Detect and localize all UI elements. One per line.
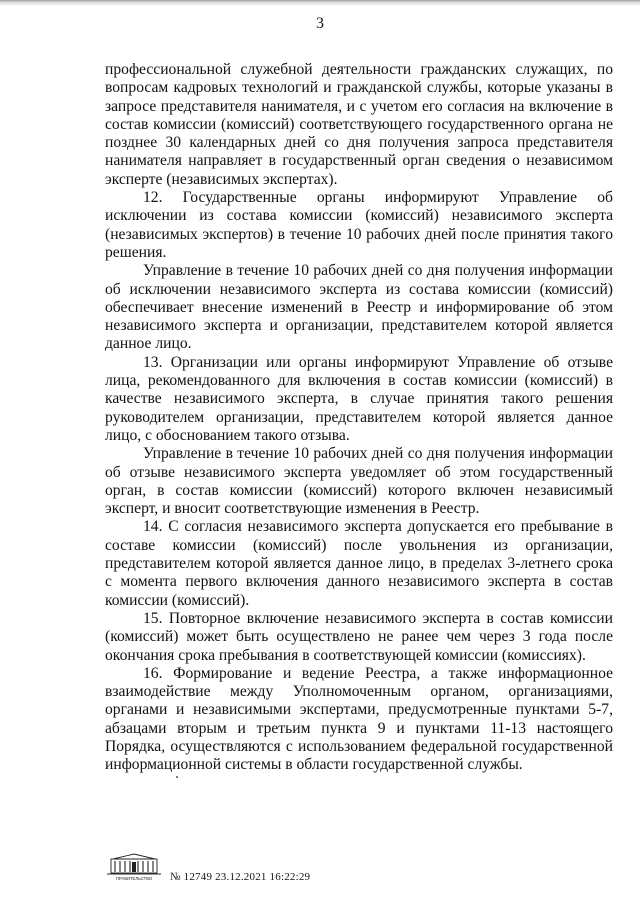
scan-edge xyxy=(0,0,640,6)
government-building-stamp-icon xyxy=(103,853,165,883)
stamp-caption: ПРАВИТЕЛЬСТВО xyxy=(115,876,153,881)
paragraph-item-14: 14. С согласия независимого эксперта допускается его пребывание в составе комиссии (комиссий) после увольнения из организации, представителем которой является данное лицо, в пределах 3-летнего срока с момента первого включения данного независимого эксперта в состав комиссии (комиссий). xyxy=(105,518,613,609)
paragraph-item-15: 15. Повторное включение независимого эксперта в состав комиссии (комиссий) может быть осуществлено не ранее чем через 3 года после окончания срока пребывания в соответствующей комиссии (комиссиях). xyxy=(105,609,613,664)
scan-speck xyxy=(176,776,178,778)
document-body xyxy=(105,61,613,775)
paragraph-item-13: 13. Организации или органы информируют Управление об отзыве лица, рекомендованного для включения в состав комиссии (комиссий) в качестве независимого эксперта, в случае принятия такого решения руководителем организации, представителем которой является данное лицо, с обоснованием такого отзыва. xyxy=(105,353,613,444)
page-number: 3 xyxy=(316,15,324,32)
paragraph-item-12-continued: Управление в течение 10 рабочих дней со дня получения информации об исключении независимого эксперта из состава комиссии (комиссий) обеспечивает внесение изменений в Реестр и информирование об этом независимого эксперта и организации, представителем которой является данное лицо. xyxy=(105,262,613,353)
registration-number: № 12749 23.12.2021 16:22:29 xyxy=(170,871,311,883)
paragraph-item-12: 12. Государственные органы информируют Управление об исключении из состава комиссии (комиссий) независимого эксперта (независимых экспертов) в течение 10 рабочих дней после принятия такого решения. xyxy=(105,189,613,261)
paragraph-item-13-continued: Управление в течение 10 рабочих дней со дня получения информации об отзыве независимого эксперта уведомляет об этом государственный орган, в состав комиссии (комиссий) которого включен независимый эксперт, и вносит соответствующие изменения в Реестр. xyxy=(105,445,613,518)
paragraph-continuation: профессиональной служебной деятельности гражданских служащих, по вопросам кадровых технологий и гражданской службы, которые указаны в запросе представителя нанимателя, и с учетом его согласия на включение в состав комиссии (комиссий) соответствующего государственного органа не позднее 30 календарных дней со дня получения запроса представителя нанимателя направляет в государственный орган сведения о независимом эксперте (независимых экспертах). xyxy=(105,61,613,188)
paragraph-item-16: 16. Формирование и ведение Реестра, а также информационное взаимодействие между Уполномоченным органом, организациями, органами и независимыми экспертами, предусмотренные пунктами 5-7, абзацами вторым и третьим пункта 9 и пунктами 11-13 настоящего Порядка, осуществляются с использованием федеральной государственной информационной системы в области государственной службы. xyxy=(105,664,613,774)
